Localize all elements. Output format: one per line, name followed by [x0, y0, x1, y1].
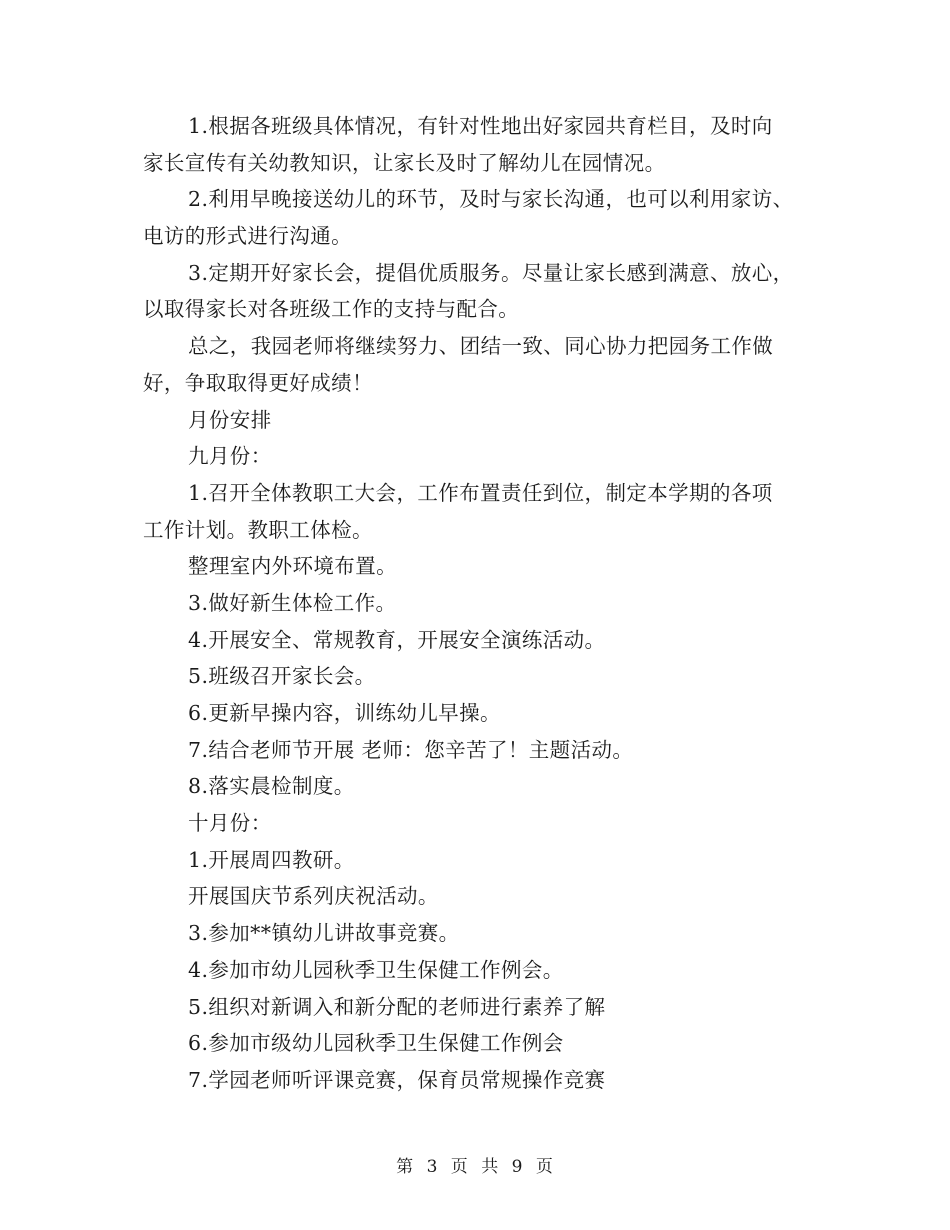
text-line: 8.落实晨检制度。	[188, 774, 355, 799]
text-line: 7.结合老师节开展 老师：您辛苦了！主题活动。	[188, 737, 634, 762]
month-heading: 九月份：	[188, 444, 272, 469]
text-line: 1.召开全体教职工大会，工作布置责任到位，制定本学期的各项	[188, 480, 773, 505]
text-line: 4.开展安全、常规教育，开展安全演练活动。	[188, 627, 606, 652]
text-line: 以取得家长对各班级工作的支持与配合。	[143, 297, 520, 322]
footer-label-ye: 页	[535, 1157, 554, 1177]
text-line: 家长宣传有关幼教知识，让家长及时了解幼儿在园情况。	[143, 150, 666, 175]
document-body	[143, 108, 823, 1099]
text-line: 整理室内外环境布置。	[188, 554, 397, 579]
footer-label-gong: 共	[481, 1157, 500, 1177]
current-page-number: 3	[426, 1157, 439, 1177]
text-line: 好，争取取得更好成绩！	[143, 370, 373, 395]
text-line: 7.学园老师听评课竞赛，保育员常规操作竞赛	[188, 1067, 606, 1092]
text-line: 2.利用早晚接送幼儿的环节，及时与家长沟通，也可以利用家访、	[188, 187, 794, 212]
text-line: 3.做好新生体检工作。	[188, 590, 397, 615]
text-line: 开展国庆节系列庆祝活动。	[188, 884, 439, 909]
text-line: 6.参加市级幼儿园秋季卫生保健工作例会	[188, 1031, 564, 1056]
text-line: 5.组织对新调入和新分配的老师进行素养了解	[188, 994, 606, 1019]
section-heading: 月份安排	[188, 407, 272, 432]
text-line: 4.参加市幼儿园秋季卫生保健工作例会。	[188, 957, 564, 982]
total-page-count: 9	[511, 1157, 524, 1177]
text-line: 电访的形式进行沟通。	[143, 224, 352, 249]
text-line: 3.参加**镇幼儿讲故事竞赛。	[188, 921, 460, 946]
text-line: 1.开展周四教研。	[188, 847, 355, 872]
text-line: 6.更新早操内容，训练幼儿早操。	[188, 701, 501, 725]
text-line: 总之，我园老师将继续努力、团结一致、同心协力把园务工作做	[188, 334, 774, 359]
text-line: 3.定期开好家长会，提倡优质服务。尽量让家长感到满意、放心，	[188, 260, 794, 285]
footer-label-di: 第	[396, 1157, 415, 1177]
text-line: 1.根据各班级具体情况，有针对性地出好家园共育栏目，及时向	[188, 114, 773, 138]
page-footer	[0, 1152, 950, 1177]
text-line: 5.班级召开家长会。	[188, 664, 376, 689]
footer-label-ye: 页	[450, 1157, 469, 1177]
text-line: 工作计划。教职工体检。	[143, 517, 373, 542]
month-heading: 十月份：	[188, 811, 272, 836]
